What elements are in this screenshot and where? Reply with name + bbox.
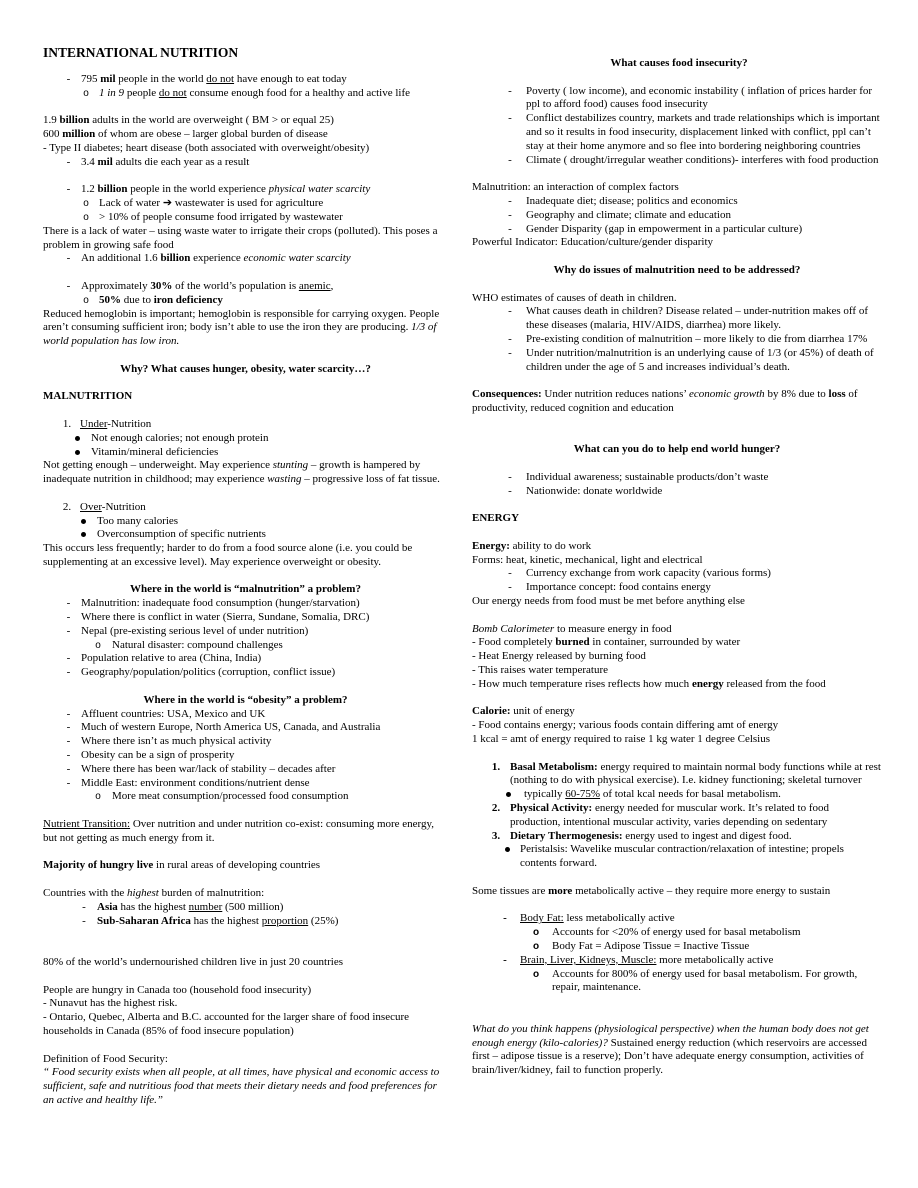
list-item: 1. Basal Metabolism: energy required to maintain normal body functions while at rest (nothing to do with physical exercise). I.e. kidney functioning; skeletal turnover xyxy=(491,760,881,787)
paragraph: WHO estimates of causes of death in children. xyxy=(472,291,677,304)
list-item: - Obesity can be a sign of prosperity xyxy=(66,749,235,762)
arrow-right-icon: ➔ xyxy=(162,197,173,210)
section-heading: Why? What causes hunger, obesity, water scarcity…? xyxy=(120,362,371,375)
paragraph: Calorie: unit of energy xyxy=(472,705,575,718)
list-item: - Climate ( drought/irregular weather conditions)- interferes with food production xyxy=(508,153,879,166)
paragraph: Reduced hemoglobin is important; hemoglobin is responsible for carrying oxygen. People aren’t consuming sufficient iron; body isn’t able to use the iron they are producing. 1/3 of world population has low iron. xyxy=(43,307,440,348)
list-item: o Accounts for <20% of energy used for basal metabolism xyxy=(532,926,801,939)
section-heading: MALNUTRITION xyxy=(43,390,133,403)
list-item: - An additional 1.6 billion experience economic water scarcity xyxy=(66,252,351,265)
list-item: - Where there isn’t as much physical activity xyxy=(66,735,272,748)
list-item: - 1.2 billion people in the world experience physical water scarcity xyxy=(66,183,371,196)
paragraph: Malnutrition: an interaction of complex factors xyxy=(472,181,679,194)
list-item: 3. Dietary Thermogenesis: energy used to ingest and digest food. xyxy=(491,829,792,842)
bullet-icon xyxy=(75,436,80,441)
paragraph: Definition of Food Security: xyxy=(43,1052,168,1065)
paragraph: - Type II diabetes; heart disease (both associated with overweight/obesity) xyxy=(43,141,370,154)
paragraph: Bomb Calorimeter to measure energy in food xyxy=(472,622,672,635)
list-item: - Pre-existing condition of malnutrition – more likely to die from diarrhea 17% xyxy=(508,332,868,345)
section-heading: What can you do to help end world hunger? xyxy=(573,443,781,456)
list-item: - Poverty ( low income), and economic instability ( inflation of prices harder for ppl to afford food) causes food insecurity xyxy=(508,84,873,111)
quote: “ Food security exists when all people, at all times, have physical and economic access to sufficient, safe and nutritious food that meets their dietary needs and food preferences for an active and healthy life.” xyxy=(43,1066,440,1106)
paragraph: - Heat Energy released by burning food xyxy=(472,650,646,663)
paragraph: This occurs less frequently; harder to do from a food source alone (i.e. you could be supplementing at an excessive level). May experience overweight or obesity. xyxy=(43,542,413,568)
paragraph: There is a lack of water – using waste water to irrigate their crops (polluted). This poses a problem in growing safe food xyxy=(43,224,438,251)
list-item: - Much of western Europe, North America US, Canada, and Australia xyxy=(66,721,381,734)
list-item: - Asia has the highest number (500 million) xyxy=(82,900,284,913)
list-item: o Body Fat = Adipose Tissue = Inactive Tissue xyxy=(532,940,750,952)
paragraph: Our energy needs from food must be met before anything else xyxy=(472,595,745,608)
list-item: - Nationwide: donate worldwide xyxy=(508,484,663,497)
list-item: o 1 in 9 people do not consume enough food for a healthy and active life xyxy=(83,86,410,99)
list-item: 2. Over-Nutrition xyxy=(62,500,146,513)
list-item: typically 60-75% of total kcal needs for basal metabolism. xyxy=(472,788,882,802)
section-heading: ENERGY xyxy=(472,512,520,525)
paragraph: What do you think happens (physiological perspective) when the human body does not get enough energy (kilo-calories)? Sustained energy reduction (which reservoirs are accessed first – adipose tissue is a reserve); Don’t have adequate energy consumption, activities of brain/liver/kidney, fail to function properly. xyxy=(472,1022,869,1077)
paragraph: Majority of hungry live in rural areas of developing countries xyxy=(43,859,321,872)
list-item: - What causes death in children? Disease related – under-nutrition makes off of these diseases (malaria, HIV/AIDS, diarrhea) more likely. xyxy=(508,305,868,332)
bullet-icon xyxy=(75,450,80,455)
bullet-icon xyxy=(505,847,510,852)
bullet-icon xyxy=(506,792,511,797)
paragraph: - Nunavut has the highest risk. xyxy=(43,997,178,1010)
paragraph: - Ontario, Quebec, Alberta and B.C. accounted for the larger share of food insecure households in Canada (85% of food insecure population) xyxy=(43,1011,410,1037)
list-item: - Under nutrition/malnutrition is an underlying cause of 1/3 (or 45%) of death of children under the age of 5 and increases individual’s death. xyxy=(508,346,874,373)
paragraph: - This raises water temperature xyxy=(472,664,609,677)
list-item: - Population relative to area (China, India) xyxy=(66,652,262,665)
list-item: - Brain, Liver, Kidneys, Muscle: more metabolically active xyxy=(503,953,774,966)
list-item: 2. Physical Activity: energy needed for muscular work. It’s related to food production, intentional muscular activity, varies depending on sedentary xyxy=(491,802,830,828)
paragraph: Powerful Indicator: Education/culture/gender disparity xyxy=(472,236,714,249)
right-column xyxy=(472,57,882,1078)
list-item: - Importance concept: food contains energy xyxy=(508,581,711,594)
list-item: o Natural disaster: compound challenges xyxy=(95,638,283,651)
list-item: - Body Fat: less metabolically active xyxy=(503,912,675,925)
list-item: - Where there is conflict in water (Sierra, Sundane, Somalia, DRC) xyxy=(66,611,370,624)
list-item: - 3.4 mil adults die each year as a result xyxy=(66,155,250,168)
list-item: o More meat consumption/processed food consumption xyxy=(95,790,349,803)
paragraph: People are hungry in Canada too (household food insecurity) xyxy=(43,983,312,996)
list-item: - 795 mil people in the world do not have enough to eat today xyxy=(66,73,347,85)
paragraph: - How much temperature rises reflects how much energy released from the food xyxy=(472,677,826,690)
paragraph: - Food contains energy; various foods contain differing amt of energy xyxy=(472,719,779,732)
section-heading: Where in the world is “malnutrition” a problem? xyxy=(130,583,361,596)
list-item: - Gender Disparity (gap in empowerment in a particular culture) xyxy=(508,222,803,235)
list-item: - Approximately 30% of the world’s population is anemic, xyxy=(66,279,334,292)
list-item: o > 10% of people consume food irrigated by wastewater xyxy=(83,210,343,223)
section-heading: Why do issues of malnutrition need to be addressed? xyxy=(553,263,801,276)
list-item: - Where there has been war/lack of stability – decades after xyxy=(66,762,336,775)
list-item: Not enough calories; not enough protein xyxy=(43,432,448,446)
list-item: - Affluent countries: USA, Mexico and UK xyxy=(66,707,266,720)
list-item: Overconsumption of specific nutrients xyxy=(43,528,448,542)
section-heading: Where in the world is “obesity” a problem? xyxy=(143,693,348,706)
list-item: - Sub-Saharan Africa has the highest proportion (25%) xyxy=(82,914,339,927)
list-item: - Currency exchange from work capacity (various forms) xyxy=(508,567,771,580)
left-column xyxy=(43,44,448,1108)
list-item: - Inadequate diet; disease; politics and economics xyxy=(508,194,738,207)
list-item: Peristalsis: Wavelike muscular contraction/relaxation of intestine; propels contents forward. xyxy=(472,843,882,871)
paragraph: Forms: heat, kinetic, mechanical, light and electrical xyxy=(472,553,703,566)
paragraph: Nutrient Transition: Over nutrition and under nutrition co-exist: consuming more energy, but not getting as much energy from it. xyxy=(43,818,435,844)
list-item: Vitamin/mineral deficiencies xyxy=(43,446,448,460)
paragraph: 1 kcal = amt of energy required to raise 1 kg water 1 degree Celsius xyxy=(472,733,771,746)
list-item: o 50% due to iron deficiency xyxy=(83,293,223,306)
page-title: INTERNATIONAL NUTRITION xyxy=(43,45,239,60)
list-item: - Malnutrition: inadequate food consumption (hunger/starvation) xyxy=(66,597,360,610)
list-item: 1. Under-Nutrition xyxy=(62,417,152,430)
section-heading: What causes food insecurity? xyxy=(610,57,748,69)
bullet-icon xyxy=(81,519,86,524)
list-item: - Middle East: environment conditions/nutrient dense xyxy=(66,776,310,789)
list-item: - Conflict destabilizes country, markets and trade relationships which is important and so it results in food insecurity, displacement linked with conflict, ppl can’t stay at their home anymore and so flee into bordering neighboring countries xyxy=(508,112,880,152)
list-item: Too many calories xyxy=(43,515,448,529)
list-item: - Nepal (pre-existing serious level of under nutrition) xyxy=(66,624,309,637)
paragraph: 1.9 billion adults in the world are overweight ( BM > or equal 25) xyxy=(43,114,334,127)
paragraph: Countries with the highest burden of malnutrition: xyxy=(43,887,265,900)
paragraph: 600 million of whom are obese – larger global burden of disease xyxy=(43,128,328,141)
list-item: - Individual awareness; sustainable products/don’t waste xyxy=(508,470,769,483)
paragraph: Some tissues are more metabolically active – they require more energy to sustain xyxy=(472,884,831,897)
list-item: - Geography/population/politics (corruption, conflict issue) xyxy=(66,666,336,679)
list-item: o Lack of water ➔ wastewater is used for agriculture xyxy=(83,197,324,210)
paragraph: - Food completely burned in container, surrounded by water xyxy=(472,636,741,649)
list-item: - Geography and climate; climate and education xyxy=(508,208,731,221)
paragraph: 80% of the world’s undernourished children live in just 20 countries xyxy=(43,956,343,968)
paragraph: Energy: ability to do work xyxy=(472,539,592,552)
paragraph: Consequences: Under nutrition reduces nations’ economic growth by 8% due to loss of productivity, reduced cognition and education xyxy=(472,388,858,414)
paragraph: Not getting enough – underweight. May experience stunting – growth is hampered by inadequate nutrition in childhood; may experience wasting – progressive loss of fat tissue. xyxy=(43,459,440,486)
list-item: o Accounts for 800% of energy used for basal metabolism. For growth, repair, maintenance. xyxy=(532,967,858,994)
bullet-icon xyxy=(81,532,86,537)
